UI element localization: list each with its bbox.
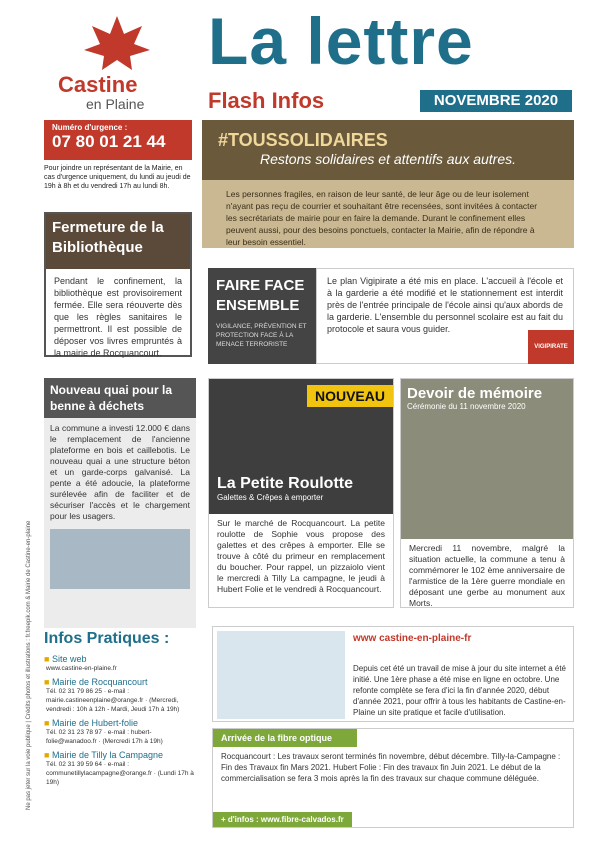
newsletter-subtitle: Flash Infos <box>208 88 325 113</box>
memoire-title: Devoir de mémoire <box>407 385 543 402</box>
memoire-photo <box>401 379 573 539</box>
side-credits-text: Ne pas jeter sur la voie publique | Crédits photos et illustrations : fr.freepik.com & Mairie de Castine-en-plaine <box>26 520 32 810</box>
fibre-title: Arrivée de la fibre optique <box>213 729 357 747</box>
side-credits <box>22 380 38 820</box>
website-url[interactable]: www castine-en-plaine-fr <box>353 633 472 644</box>
infos-group-label: ■ Mairie de Tilly la Campagne <box>44 750 200 760</box>
bibliotheque-article <box>44 212 192 357</box>
fibre-link[interactable]: + d'infos : www.fibre-calvados.fr <box>213 812 352 827</box>
website-screenshot <box>217 631 345 719</box>
solidaires-banner <box>202 120 574 248</box>
infos-title: Infos Pratiques : <box>44 630 170 647</box>
roulotte-title: La Petite Roulotte <box>217 475 354 492</box>
solidaires-title: #TOUSSOLIDAIRES <box>218 130 388 150</box>
memoire-subtitle: Cérémonie du 11 novembre 2020 <box>407 402 526 411</box>
bibliotheque-title: Fermeture de la Bibliothèque <box>46 214 190 269</box>
emergency-box <box>44 120 192 190</box>
newsletter-title: La lettre <box>208 4 474 78</box>
website-box <box>212 626 574 722</box>
website-text: Depuis cet été un travail de mise à jour du site internet a été initié. Une 1ère phase a été mise en ligne en octobre. Une refonte complète se fera d'ici la fin d'année 2020, début d'année 2021, pour offrir à tous les habitants de Castine-en-Plaine un site pratique et facile d'utilisation. <box>353 664 567 717</box>
solidaires-header <box>202 120 574 180</box>
quai-title: Nouveau quai pour la benne à déchets <box>44 378 196 418</box>
infos-group-label: ■ Mairie de Rocquancourt <box>44 677 200 687</box>
logo-sub: en Plaine <box>86 96 145 112</box>
bibliotheque-text: Pendant le confinement, la bibliothèque est provisoirement fermée. Elle sera réouverte dès que les règles sanitaires le permettront. Il est possible de déposer vos livres empruntés à la mairie de Rocquancourt. <box>54 276 182 358</box>
faire-face-sub: VIGILANCE, PRÉVENTION ET PROTECTION FACE À LA MENACE TERRORISTE <box>216 323 307 348</box>
infos-group-label: ■ Site web <box>44 654 200 664</box>
issue-date: NOVEMBRE 2020 <box>420 90 572 112</box>
nouveau-badge: NOUVEAU <box>307 385 393 407</box>
infos-group-label: ■ Mairie de Hubert-folie <box>44 718 200 728</box>
fibre-text: Rocquancourt : Les travaux seront terminés fin novembre, début décembre. Tilly-la-Campagne : Fin des Travaux fin Mars 2021. Hubert Folie : Fin des travaux fin Juin 2021. Le début de la commercialisation se fera 3 mois après la fin des travaux sur chaque commune déléguée. <box>221 752 561 783</box>
emergency-number: 07 80 01 21 44 <box>52 132 166 151</box>
roulotte-subtitle: Galettes & Crêpes à emporter <box>217 493 324 502</box>
faire-face-title: FAIRE FACE ENSEMBLE <box>216 277 305 314</box>
quai-text: La commune a investi 12.000 € dans le remplacement de l'ancienne plateforme en bois et caillebotis. Le nouveau quai a une structure béton et un garde-corps galvanisé. La pente a été adoucie, la plateforme surélevée afin de faciliter et de sécuriser l'accès et le chargement pour les usagers. <box>50 423 190 521</box>
memoire-article <box>400 378 574 608</box>
solidaires-text: Les personnes fragiles, en raison de leur santé, de leur âge ou de leur isolement n'ayant pas reçu de courrier et souhaitant être recensées, sont invitées à contacter les secrétariats de mairie pour en faire la demande. Durant le confinement elles peuvent aussi, pour des besoins ponctuels, contacter la Mairie, afin de répondre à leur besoin essentiel. <box>226 189 538 247</box>
infos-pratiques <box>44 630 200 787</box>
infos-group-detail[interactable]: www.castine-en-plaine.fr <box>46 665 117 672</box>
infos-group-detail: Tél. 02 31 23 78 97 · e-mail : hubert-folie@wanadoo.fr · (Mercredi 17h à 19h) <box>46 729 163 745</box>
faire-face-box <box>208 268 316 364</box>
memoire-text: Mercredi 11 novembre, malgré la situation actuelle, la commune a tenu à commémorer le 102 ème anniversaire de l'armistice de la 1ère guerre mondiale en déposant une gerbe au monument aux Morts. <box>409 543 565 608</box>
roulotte-photo <box>209 379 393 514</box>
logo-name: Castine <box>58 72 138 97</box>
infos-group-detail: Tél. 02 31 79 86 25 · e-mail : mairie.castineenplaine@orange.fr · (Mercredi, vendredi : 10h à 12h - Mardi, Jeudi 17h à 19h) <box>46 688 180 713</box>
fibre-box <box>212 728 574 828</box>
roulotte-text: Sur le marché de Rocquancourt. La petite roulotte de Sophie vous propose des galettes et des crêpes à emporter. Elle se trouve à côté du primeur en remplacement du boucher. Pour rappel, un pizzaiolo vient le mercredi à Tilly La campagne, le jeudi à Hubert Folie et le vendredi à Rocquancourt. <box>217 518 385 594</box>
roulotte-article <box>208 378 394 608</box>
infos-group-detail: Tél. 02 31 39 59 64 · e-mail : communetillylacampagne@orange.fr · (Lundi 17h à 19h) <box>46 761 194 786</box>
vigipirate-text: Le plan Vigipirate a été mis en place. L'accueil à l'école et à la garderie a été modifié et le stationnement est interdit près de l'entrée principale de l'école ainsi qu'aux abords de la garderie. L'ensemble du personnel scolaire est au fait du protocole et saura vous guider. <box>316 268 574 364</box>
memoire-heading <box>407 385 542 411</box>
emergency-text: Pour joindre un représentant de la Mairie, en cas d'urgence uniquement, du lundi au jeudi de 19h à 8h et du vendredi 17h au lundi 8h. <box>44 165 191 190</box>
quai-photo <box>50 529 190 589</box>
emergency-label: Numéro d'urgence : <box>52 123 128 132</box>
quai-article <box>44 378 196 628</box>
emergency-header <box>44 120 192 160</box>
solidaires-subtitle: Restons solidaires et attentifs aux autres. <box>260 151 517 167</box>
logo-leaf-icon <box>82 14 152 74</box>
vigipirate-tag: VIGIPIRATE <box>528 330 574 364</box>
roulotte-heading <box>217 475 353 502</box>
